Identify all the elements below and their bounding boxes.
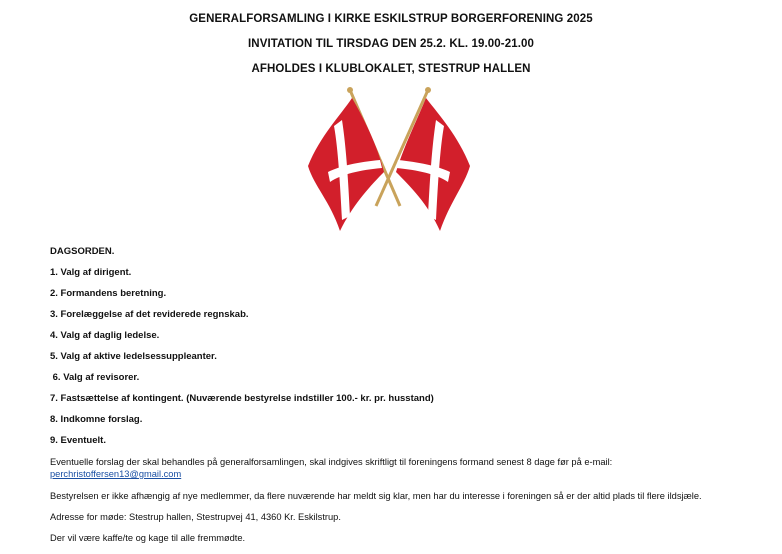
proposals-text: Eventuelle forslag der skal behandles på generalforsamlingen, skal indgives skriftligt til foreningens formand senest 8 dage før på e-mail: — [50, 457, 613, 467]
board-note: Bestyrelsen er ikke afhængig af nye medlemmer, da flere nuværende har meldt sig klar, men har du interesse i foreningen så er der altid plads til flere ildsjæle. — [50, 491, 702, 501]
address-note: Adresse for møde: Stestrup hallen, Stestrupvej 41, 4360 Kr. Eskilstrup. — [50, 512, 341, 522]
agenda-item: 1. Valg af dirigent. — [50, 267, 132, 278]
proposals-note — [50, 456, 750, 480]
agenda-item: 5. Valg af aktive ledelsessuppleanter. — [50, 351, 217, 362]
danish-flags-icon — [300, 86, 470, 236]
email-link[interactable]: perchristoffersen13@gmail.com — [50, 469, 182, 479]
agenda-item: 2. Formandens beretning. — [50, 288, 167, 299]
agenda-title: DAGSORDEN. — [50, 246, 115, 257]
agenda-item: 3. Forelæggelse af det reviderede regnskab. — [50, 309, 249, 320]
invitation-date: INVITATION TIL TIRSDAG DEN 25.2. KL. 19.00-21.00 — [248, 38, 534, 50]
meeting-location: AFHOLDES I KLUBLOKALET, STESTRUP HALLEN — [251, 63, 531, 75]
agenda-item: 8. Indkomne forslag. — [50, 414, 143, 425]
agenda-item: 7. Fastsættelse af kontingent. (Nuværende bestyrelse indstiller 100.- kr. pr. husstand) — [50, 393, 434, 404]
agenda-item: 4. Valg af daglig ledelse. — [50, 330, 160, 341]
agenda-item: 9. Eventuelt. — [50, 435, 106, 446]
page-title: GENERALFORSAMLING I KIRKE ESKILSTRUP BORGERFORENING 2025 — [189, 13, 593, 25]
agenda-item: 6. Valg af revisorer. — [50, 372, 140, 383]
refreshments-note: Der vil være kaffe/te og kage til alle fremmødte. — [50, 533, 246, 543]
